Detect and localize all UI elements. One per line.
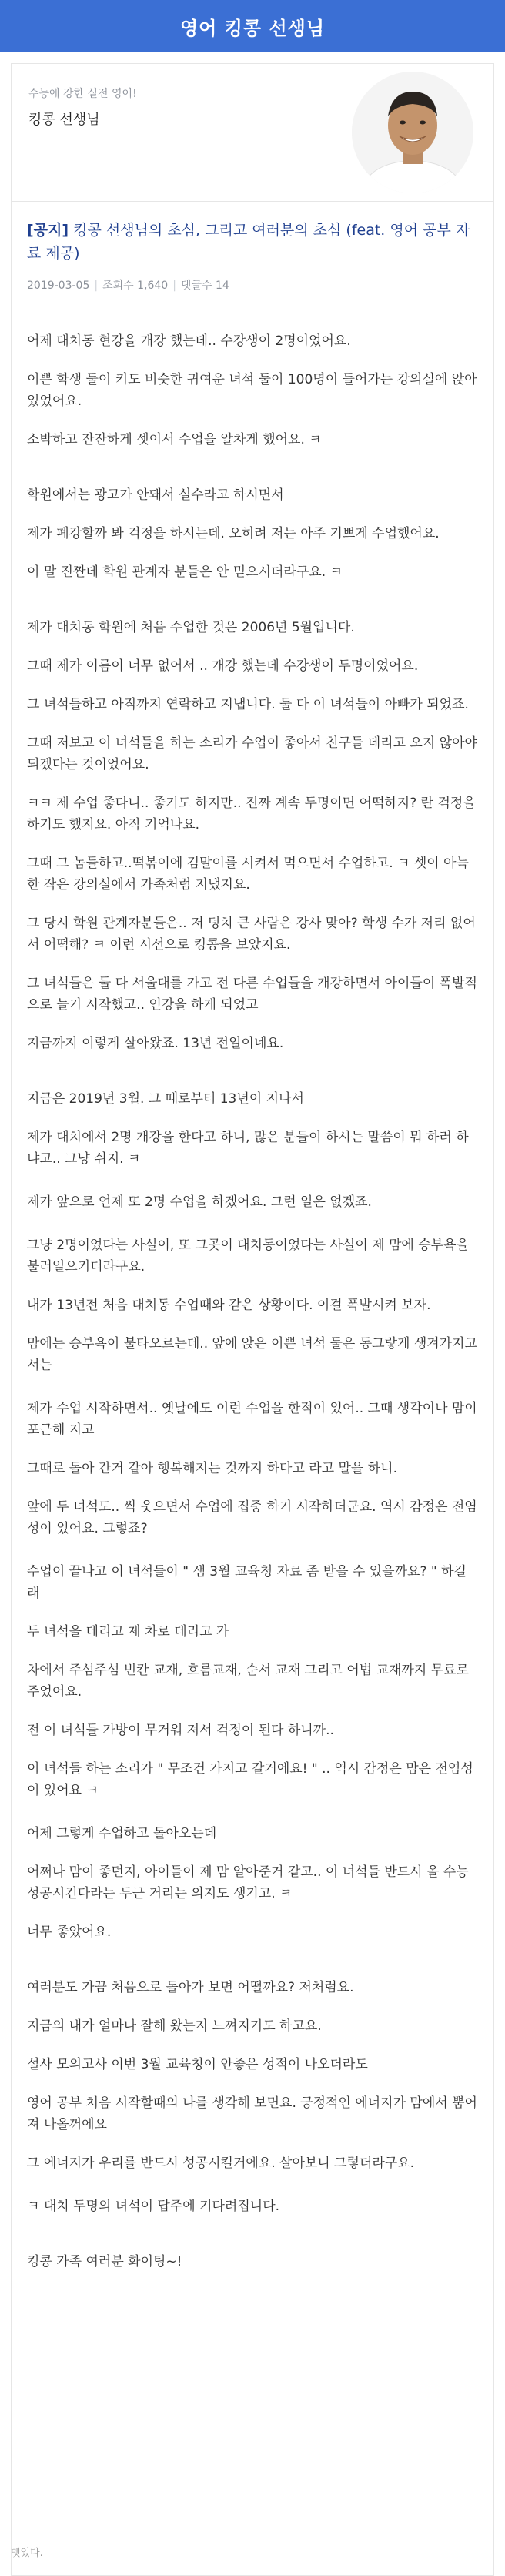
paragraph: 그때 제가 이름이 너무 없어서 .. 개강 했는데 수강생이 두명이었어요.	[27, 658, 419, 674]
paragraph: 제가 수업 시작하면서.. 옛날에도 이런 수업을 한적이 있어.. 그때 생각이나 맘이 포근해 지고	[27, 1401, 477, 1438]
paragraph: 차에서 주섬주섬 빈칸 교재, 흐름교재, 순서 교재 그리고 어법 교재까지 무료로 주었어요.	[27, 1663, 469, 1700]
blog-header	[0, 0, 505, 52]
paragraph: 맘에는 승부욕이 불타오르는데.. 앞에 앉은 이쁜 녀석 둘은 동그랗게 생겨가지고서는	[27, 1336, 477, 1373]
paragraph: 설사 모의고사 이번 3월 교육청이 안좋은 성적이 나오더라도	[27, 2057, 368, 2072]
paragraph: 학원에서는 광고가 안돼서 실수라고 하시면서	[27, 487, 284, 503]
paragraph: 그때 그 놈들하고..떡볶이에 김말이를 시켜서 먹으면서 수업하고. ㅋ 셋이 아늑한 작은 강의실에서 가족처럼 지냈지요.	[27, 856, 469, 893]
blog-title[interactable]: 영어 킹콩 선생님	[180, 17, 325, 39]
paragraph: 킹콩 가족 여러분 화이팅~!	[27, 2254, 182, 2269]
profile-card	[11, 63, 494, 202]
post-date: 2019-03-05	[27, 280, 90, 292]
paragraph: 전 이 녀석들 가방이 무거워 져서 걱정이 된다 하니까..	[27, 1723, 334, 1738]
meta-divider: |	[94, 280, 99, 292]
paragraph: 제가 대치에서 2명 개강을 한다고 하니, 많은 분들이 하시는 말씀이 뭐 하러 하냐고.. 그냥 쉬지. ㅋ	[27, 1130, 469, 1167]
post-comments[interactable]: 댓글수 14	[180, 280, 229, 292]
page-footer: 맷있다.	[11, 2548, 43, 2559]
paragraph: 제가 대치동 학원에 처음 수업한 것은 2006년 5월입니다.	[27, 620, 355, 635]
avatar-portrait-icon	[352, 72, 473, 193]
profile-avatar	[352, 72, 473, 193]
paragraph: ㅋㅋ 제 수업 좋다니.. 좋기도 하지만.. 진짜 계속 두명이면 어떡하지? 란 걱정을 하기도 했지요. 아직 기억나요.	[27, 796, 476, 832]
paragraph: 그냥 2명이었다는 사실이, 또 그곳이 대치동이었다는 사실이 제 맘에 승부욕을 불러일으키더라구요.	[27, 1238, 469, 1275]
post-title-text: 킹콩 선생님의 초심, 그리고 여러분의 초심 (feat. 영어 공부 자료 제공)	[27, 222, 470, 262]
paragraph: 그때로 돌아 간거 같아 행복해지는 것까지 하다고 라고 말을 하니.	[27, 1461, 398, 1476]
post-title	[27, 219, 478, 265]
paragraph: ㅋ 대치 두명의 녀석이 답주에 기다려집니다.	[27, 2199, 280, 2214]
paragraph: 수업이 끝나고 이 녀석들이 " 샘 3월 교육청 자료 좀 받을 수 있을까요? " 하길래	[27, 1564, 467, 1601]
profile-tagline: 수능에 강한 실전 영어!	[28, 88, 137, 100]
paragraph: 어제 대치동 현강을 개강 했는데.. 수강생이 2명이었어요.	[27, 333, 351, 349]
paragraph: 앞에 두 녀석도.. 씩 웃으면서 수업에 집중 하기 시작하더군요. 역시 감정은 전염성이 있어요. 그렇죠?	[27, 1499, 477, 1536]
post-meta	[27, 277, 478, 293]
paragraph: 여러분도 가끔 처음으로 돌아가 보면 어떨까요? 저처럼요.	[27, 1980, 354, 1995]
paragraph: 이 녀석들 하는 소리가 " 무조건 가지고 갈거에요! " .. 역시 감정은 맘은 전염성이 있어요 ㅋ	[27, 1761, 473, 1798]
paragraph: 소박하고 잔잔하게 셋이서 수업을 알차게 했어요. ㅋ	[27, 432, 322, 447]
meta-divider: |	[172, 280, 176, 292]
post-content	[11, 307, 494, 2576]
profile-name[interactable]: 킹콩 선생님	[28, 112, 100, 128]
paragraph: 이쁜 학생 둘이 키도 비슷한 귀여운 녀석 둘이 100명이 들어가는 강의실에 앉아 있었어요.	[27, 372, 477, 409]
post-category-tag[interactable]: [공지]	[27, 222, 69, 239]
paragraph: 그 에너지가 우리를 반드시 성공시킬거에요. 살아보니 그렇더라구요.	[27, 2156, 415, 2171]
paragraph: 지금의 내가 얼마나 잘해 왔는지 느껴지기도 하고요.	[27, 2018, 322, 2034]
paragraph: 내가 13년전 처음 대치동 수업때와 같은 상황이다. 이걸 폭발시켜 보자.	[27, 1298, 431, 1313]
paragraph: 너무 좋았어요.	[27, 1924, 112, 1940]
paragraph: 지금까지 이렇게 살아왔죠. 13년 전일이네요.	[27, 1036, 284, 1051]
paragraph: 영어 공부 처음 시작할때의 나를 생각해 보면요. 긍정적인 에너지가 맘에서 뿜어져 나올꺼에요	[27, 2095, 477, 2132]
paragraph: 이 말 진짠데 학원 관계자 분들은 안 믿으시더라구요. ㅋ	[27, 564, 343, 580]
paragraph: 지금은 2019년 3월. 그 때로부터 13년이 지나서	[27, 1091, 304, 1107]
post-views: 조회수 1,640	[102, 280, 169, 292]
paragraph: 그 당시 학원 관계자분들은.. 저 덩치 큰 사람은 강사 맞아? 학생 수가 저리 없어서 어떡해? ㅋ 이런 시선으로 킹콩을 보았지요.	[27, 916, 476, 953]
paragraph: 그 녀석들하고 아직까지 연락하고 지냅니다. 둘 다 이 녀석들이 아빠가 되었죠.	[27, 697, 469, 712]
paragraph: 제가 폐강할까 봐 걱정을 하시는데. 오히려 저는 아주 기쁘게 수업했어요.	[27, 526, 440, 541]
paragraph: 어제 그렇게 수업하고 돌아오는데	[27, 1826, 217, 1841]
post-header	[11, 202, 494, 307]
paragraph: 제가 앞으로 언제 또 2명 수업을 하겠어요. 그런 일은 없겠죠.	[27, 1194, 372, 1210]
paragraph: 두 녀석을 데리고 제 차로 데리고 가	[27, 1624, 229, 1640]
paragraph: 그때 저보고 이 녀석들을 하는 소리가 수업이 좋아서 친구들 데리고 오지 않아야 되겠다는 것이었어요.	[27, 735, 477, 772]
paragraph: 어쩌나 맘이 좋던지, 아이들이 제 맘 알아준거 같고.. 이 녀석들 반드시 올 수능 성공시킨다라는 두근 거리는 의지도 생기고. ㅋ	[27, 1864, 469, 1901]
paragraph: 그 녀석들은 둘 다 서울대를 가고 전 다른 수업들을 개강하면서 아이들이 폭발적으로 늘기 시작했고.. 인강을 하게 되었고	[27, 976, 477, 1013]
